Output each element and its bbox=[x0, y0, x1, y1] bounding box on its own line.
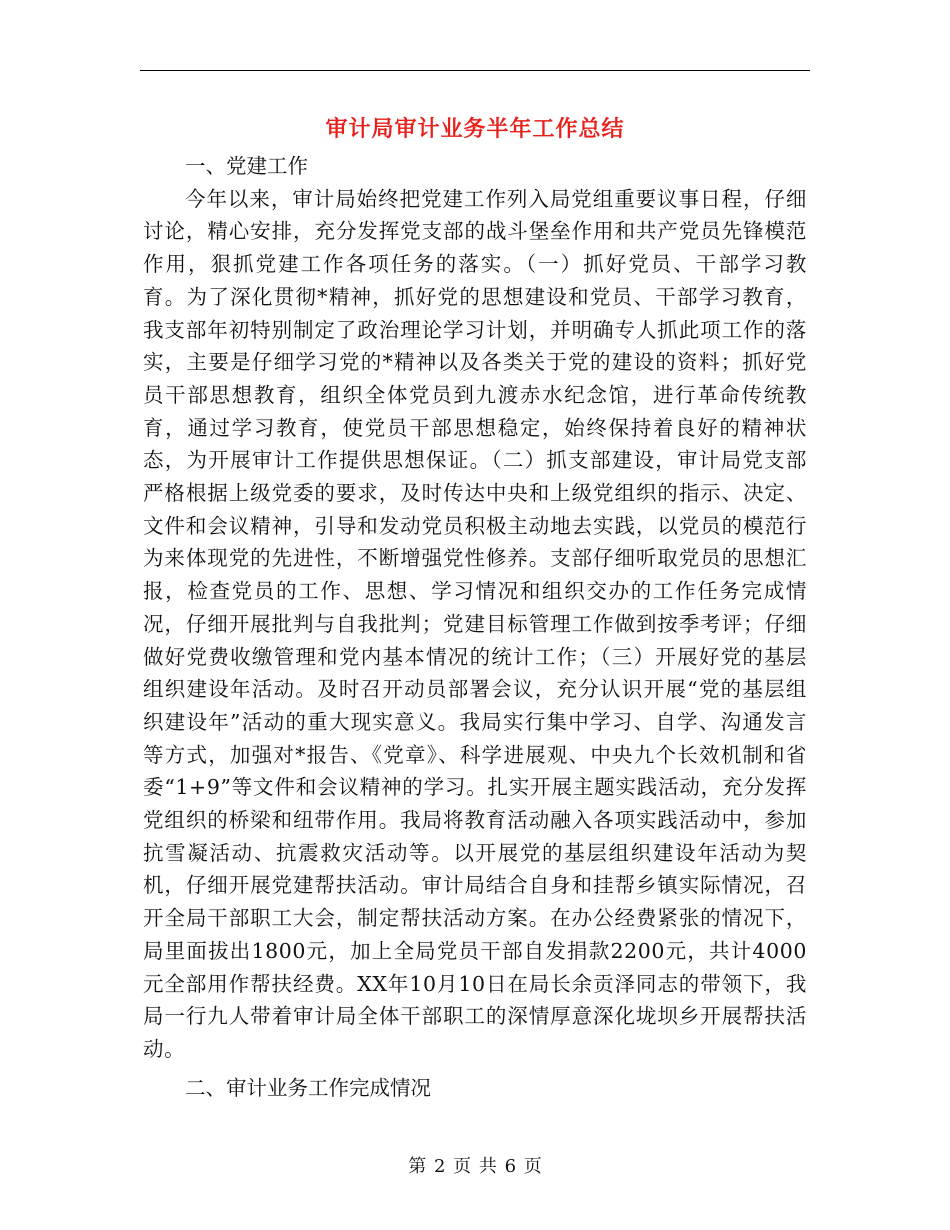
page-number-footer: 第 2 页 共 6 页 bbox=[408, 1156, 542, 1177]
header-rule bbox=[140, 70, 810, 71]
section-heading-party-building: 一、党建工作 bbox=[185, 154, 308, 178]
section-heading-audit-work: 二、审计业务工作完成情况 bbox=[185, 1075, 431, 1100]
section-paragraph-party-building: 今年以来，审计局始终把党建工作列入局党组重要议事日程，仔细讨论，精心安排，充分发挥党支部的战斗堡垒作用和共产党员先锋模范作用，狠抓党建工作各项任务的落实。（一）抓好党员、干部学习教育。为了深化贯彻*精神，抓好党的思想建设和党员、干部学习教育，我支部年初特别制定了政治理论学习计划，并明确专人抓此项工作的落实，主要是仔细学习党的*精神以及各类关于党的建设的资料；抓好党员干部思想教育，组织全体党员到九渡赤水纪念馆，进行革命传统教育，通过学习教育，使党员干部思想稳定，始终保持着良好的精神状态，为开展审计工作提供思想保证。（二）抓支部建设，审计局党支部严格根据上级党委的要求，及时传达中央和上级党组织的指示、决定、文件和会议精神，引导和发动党员积极主动地去实践，以党员的模范行为来体现党的先进性，不断增强党性修养。支部仔细听取党员的思想汇报，检查党员的工作、思想、学习情况和组织交办的工作任务完成情况，仔细开展批判与自我批判；党建目标管理工作做到按季考评；仔细做好党费收缴管理和党内基本情况的统计工作；（三）开展好党的基层组织建设年活动。及时召开动员部署会议，充分认识开展“党的基层组织建设年”活动的重大现实意义。我局实行集中学习、自学、沟通发言等方式，加强对*报告、《党章》、科学进展观、中央九个长效机制和省委“1+9”等文件和会议精神的学习。扎实开展主题实践活动，充分发挥党组织的桥梁和纽带作用。我局将教育活动融入各项实践活动中，参加抗雪凝活动、抗震救灾活动等。以开展党的基层组织建设年活动为契机，仔细开展党建帮扶活动。审计局结合自身和挂帮乡镇实际情况，召开全局干部职工大会，制定帮扶活动方案。在办公经费紧张的情况下，局里面拔出1800元，加上全局党员干部自发捐款2200元，共计4000元全部用作帮扶经费。XX年10月10日在局长余贡泽同志的带领下，我局一行九人带着审计局全体干部职工的深情厚意深化垅坝乡开展帮扶活动。 bbox=[143, 186, 807, 1061]
document-title: 审计局审计业务半年工作总结 bbox=[325, 117, 625, 142]
document-body bbox=[143, 150, 807, 1104]
